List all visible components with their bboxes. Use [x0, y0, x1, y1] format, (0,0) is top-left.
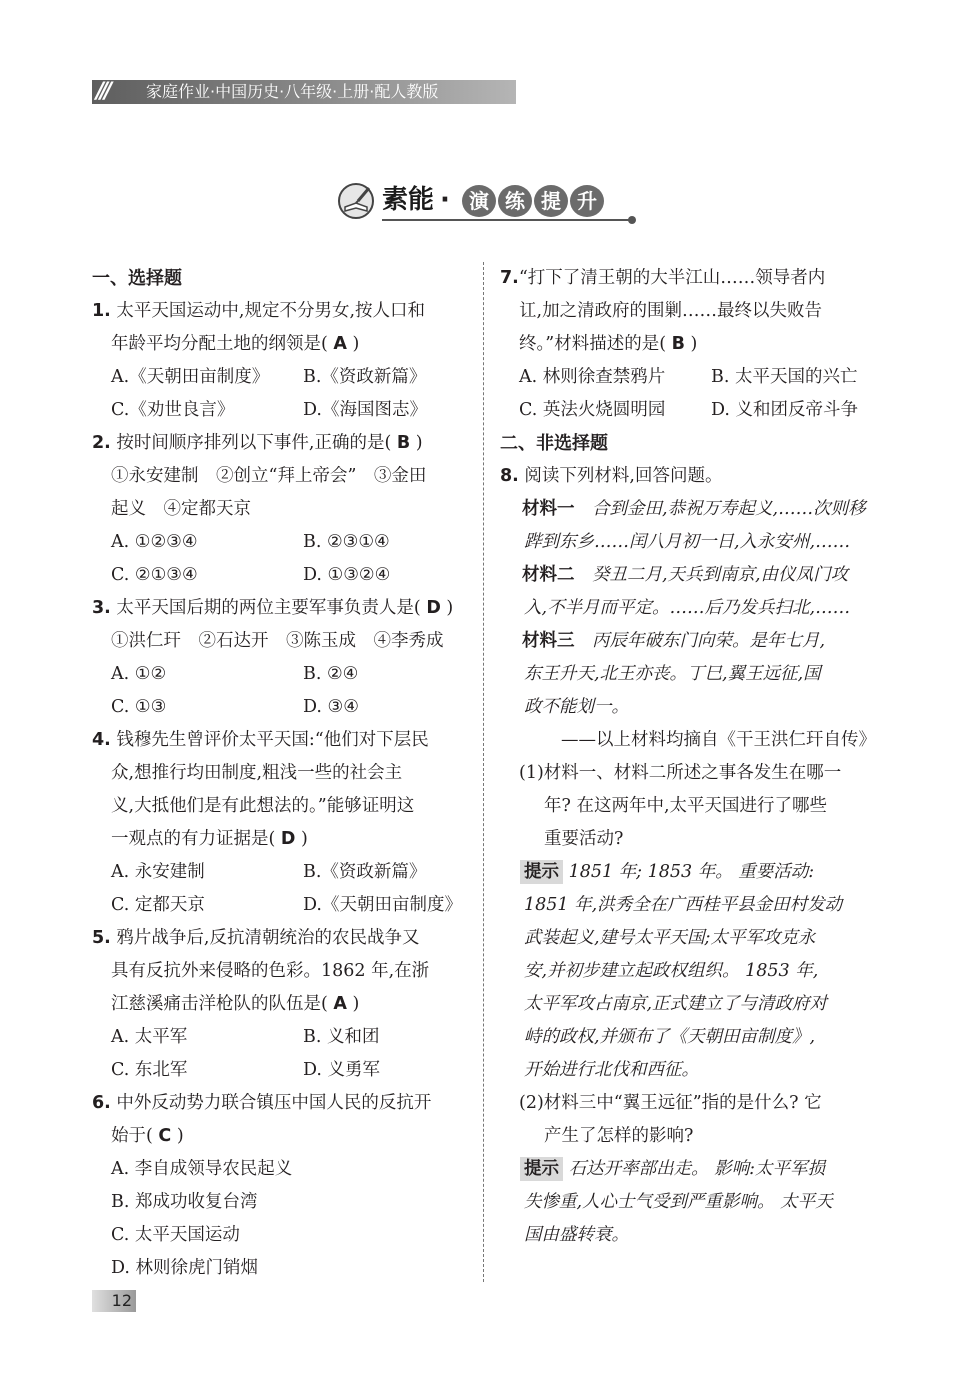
question-7-line [500, 262, 882, 295]
hint-text: 峙的政权,并颁布了《天朝田亩制度》, [524, 1027, 816, 1047]
hint-text: 石达开率部出走。 影响:太平军损 [568, 1159, 826, 1179]
question-number: 1. [92, 301, 111, 321]
option: D. ③④ [303, 697, 359, 717]
section-heading: 二、非选择题 [500, 433, 608, 454]
section-banner [336, 178, 636, 228]
question-number: 6. [92, 1093, 111, 1113]
banner-title: 素能 [382, 185, 435, 215]
question-text: 太平天国后期的两位主要军事负责人是( [116, 598, 421, 618]
option: B. 郑成功收复台湾 [111, 1192, 258, 1212]
options-row [92, 691, 466, 724]
question-text: ①洪仁玕 ②石达开 ③陈玉成 ④李秀成 [111, 631, 444, 651]
option: B.《资政新篇》 [303, 862, 427, 882]
header-slashes: /// [96, 79, 109, 104]
question-7-line [500, 328, 882, 361]
question-4-line [92, 724, 466, 757]
hint-tag: 提示 [520, 1157, 563, 1181]
option: C.《劝世良言》 [111, 400, 235, 420]
answer-letter: A [333, 994, 347, 1014]
options-row [500, 394, 882, 427]
option: A. 太平军 [111, 1027, 188, 1047]
material-text: 政不能划一。 [524, 697, 629, 717]
question-text: ) [415, 433, 423, 453]
option: C. ②①③④ [111, 565, 198, 585]
options-row [92, 559, 466, 592]
material-3 [500, 625, 882, 658]
sub-question-1: 年? 在这两年中,太平天国进行了哪些 [544, 796, 828, 816]
option: C. 定都天京 [111, 895, 205, 915]
hint-text: 太平军攻占南京,正式建立了与清政府对 [524, 994, 828, 1014]
options-row [92, 1021, 466, 1054]
options-row [92, 1054, 466, 1087]
material-text: 癸丑二月,天兵到南京,由仪凤门攻 [592, 565, 849, 585]
question-number: 2. [92, 433, 111, 453]
option: A.《天朝田亩制度》 [111, 367, 270, 387]
question-1-line [92, 295, 466, 328]
question-4-line [92, 823, 466, 856]
question-text: 太平天国运动中,规定不分男女,按人口和 [116, 301, 426, 321]
question-3-line [92, 592, 466, 625]
option: D. 义和团反帝斗争 [711, 400, 859, 420]
question-text: 鸦片战争后,反抗清朝统治的农民战争又 [116, 928, 420, 948]
option: B. 太平天国的兴亡 [711, 367, 858, 387]
question-8-line [500, 460, 882, 493]
banner-badge: 演 [462, 185, 496, 217]
option: D. ①③②④ [303, 565, 391, 585]
hint-text: 1851 年; 1853 年。 重要活动: [568, 862, 815, 882]
material-text: 丙辰年破东门向荣。是年七月, [592, 631, 826, 651]
options-row [92, 856, 466, 889]
question-text: ) [690, 334, 698, 354]
answer-letter: B [396, 433, 411, 453]
banner-dot: · [440, 185, 450, 215]
option: D. 义勇军 [303, 1060, 381, 1080]
option: C. 太平天国运动 [111, 1225, 240, 1245]
material-text: 合到金田,恭祝万寿起义,……次则移 [592, 499, 866, 519]
option: B. 义和团 [303, 1027, 380, 1047]
options-row [92, 889, 466, 922]
banner-underline [382, 219, 634, 221]
option: D. 林则徐虎门销烟 [111, 1258, 259, 1278]
hint-text: 武装起义,建号太平天国;太平军攻克永 [524, 928, 816, 948]
sub-question-2: 产生了怎样的影响? [544, 1126, 694, 1146]
material-label: 材料三 [522, 631, 575, 651]
option: A. 林则徐查禁鸦片 [519, 367, 666, 387]
question-text: 具有反抗外来侵略的色彩。1862 年,在浙 [111, 961, 430, 981]
pencil-book-icon [336, 181, 376, 221]
question-6-line [92, 1120, 466, 1153]
answer-letter: A [333, 334, 347, 354]
answer-letter: B [671, 334, 685, 354]
option: C. 东北军 [111, 1060, 188, 1080]
question-number: 4. [92, 730, 111, 750]
hint-text: 安,并初步建立起政权组织。 1853 年, [524, 961, 819, 981]
option: D.《天朝田亩制度》 [303, 895, 462, 915]
option: A. 永安建制 [111, 862, 205, 882]
sub-question-2: (2)材料三中“翼王远征”指的是什么? 它 [519, 1093, 822, 1113]
material-text: 跸到东乡……闰八月初一日,入永安州,…… [524, 532, 851, 552]
option: B. ②③①④ [303, 532, 390, 552]
sub-question-1: 重要活动? [544, 829, 624, 849]
option: B. ②④ [303, 664, 359, 684]
question-text: 年龄平均分配土地的纲领是( [111, 334, 328, 354]
question-text: 按时间顺序排列以下事件,正确的是( [116, 433, 392, 453]
page-number: 12 [92, 1290, 136, 1312]
question-text: ) [352, 994, 360, 1014]
material-source: ——以上材料均摘自《干王洪仁玕自传》 [561, 730, 876, 750]
hint-text: 开始进行北伐和西征。 [524, 1060, 699, 1080]
banner-badge: 练 [498, 185, 532, 217]
options-row [92, 526, 466, 559]
sub-question-1: (1)材料一、材料二所述之事各发生在哪一 [519, 763, 842, 783]
question-text: 终。”材料描述的是( [519, 334, 667, 354]
hint-2 [500, 1153, 882, 1186]
material-text: 入,不半月而平定。……后乃发兵扫北,…… [524, 598, 851, 618]
question-number: 8. [500, 466, 519, 486]
section-heading: 一、选择题 [92, 268, 182, 289]
option: B.《资政新篇》 [303, 367, 427, 387]
question-number: 7. [500, 268, 519, 288]
option: C. 英法火烧圆明园 [519, 400, 666, 420]
answer-letter: D [426, 598, 441, 618]
hint-text: 失惨重,人心士气受到严重影响。 太平天 [524, 1192, 833, 1212]
question-text: 江慈溪痛击洋枪队的队伍是( [111, 994, 328, 1014]
banner-underline-dot [628, 216, 636, 224]
answer-letter: D [280, 829, 296, 849]
options-row [92, 394, 466, 427]
material-1 [500, 493, 882, 526]
options-row [92, 658, 466, 691]
question-text: ①永安建制 ②创立“拜上帝会” ③金田 [111, 466, 427, 486]
question-text: ) [446, 598, 454, 618]
left-column [92, 262, 466, 1285]
option: A. ①②③④ [111, 532, 198, 552]
hint-text: 1851 年,洪秀全在广西桂平县金田村发动 [524, 895, 843, 915]
question-text: 讧,加之清政府的围剿……最终以失败告 [519, 301, 823, 321]
options-row [92, 361, 466, 394]
options-row [500, 361, 882, 394]
header-title: 家庭作业·中国历史·八年级·上册·配人教版 [146, 82, 439, 101]
question-text: “打下了清王朝的大半江山……领导者内 [518, 268, 826, 288]
question-6-line [92, 1087, 466, 1120]
question-text: 中外反动势力联合镇压中国人民的反抗开 [116, 1093, 432, 1113]
option: D.《海国图志》 [303, 400, 427, 420]
banner-badge: 提 [534, 185, 568, 217]
answer-letter: C [158, 1126, 172, 1146]
question-number: 5. [92, 928, 111, 948]
hint-tag: 提示 [520, 860, 563, 884]
question-text: 起义 ④定都天京 [111, 499, 251, 519]
column-divider [483, 262, 484, 1282]
question-text: 众,想推行均田制度,粗浅一些的社会主 [111, 763, 403, 783]
question-text: 阅读下列材料,回答问题。 [524, 466, 723, 486]
question-5-line [92, 988, 466, 1021]
question-5-line [92, 922, 466, 955]
question-1-line [92, 328, 466, 361]
question-number: 3. [92, 598, 111, 618]
banner-badge: 升 [570, 185, 604, 217]
option: A. 李自成领导农民起义 [111, 1159, 293, 1179]
banner-badges [462, 185, 604, 217]
question-2-line [92, 427, 466, 460]
question-text: 始于( [111, 1126, 153, 1146]
hint-1 [500, 856, 882, 889]
right-column [500, 262, 882, 1252]
material-label: 材料一 [522, 499, 575, 519]
question-text: 钱穆先生曾评价太平天国:“他们对下层民 [116, 730, 429, 750]
material-label: 材料二 [522, 565, 575, 585]
question-text: ) [176, 1126, 184, 1146]
question-text: ) [301, 829, 308, 849]
question-text: ) [352, 334, 360, 354]
material-2 [500, 559, 882, 592]
option: A. ①② [111, 664, 167, 684]
hint-text: 国由盛转衰。 [524, 1225, 629, 1245]
question-text: 一观点的有力证据是( [111, 829, 276, 849]
question-text: 义,大抵他们是有此想法的。”能够证明这 [111, 796, 415, 816]
option: C. ①③ [111, 697, 167, 717]
material-text: 东王升天,北王亦丧。丁巳,翼王远征,国 [524, 664, 821, 684]
